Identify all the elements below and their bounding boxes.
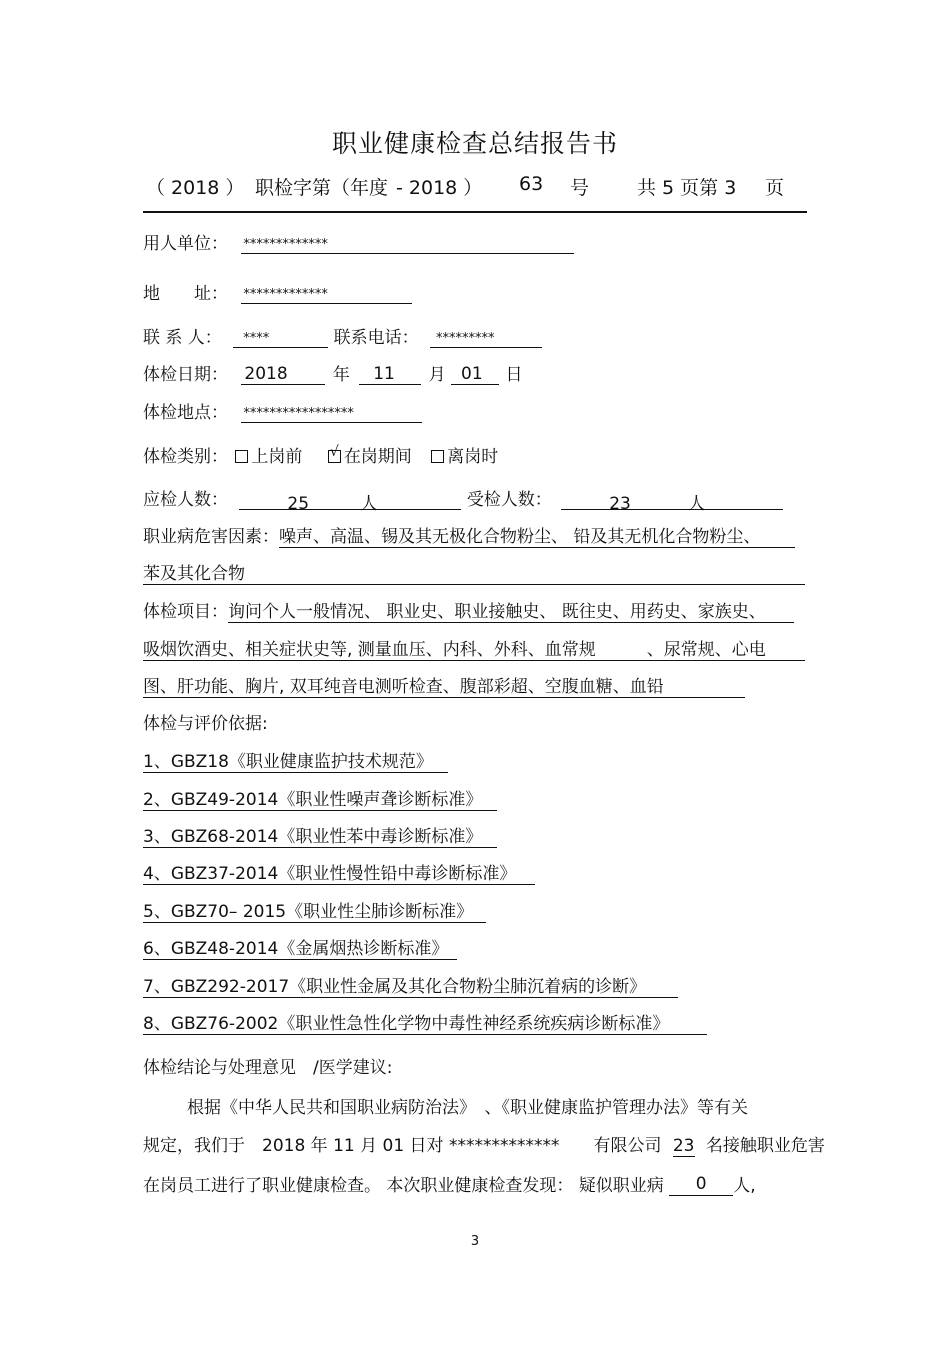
address-row — [143, 279, 412, 304]
examined-unit: 人 — [688, 494, 706, 514]
date-year: 2018 — [244, 364, 288, 384]
subtitle-year: （ 2018 ） — [146, 177, 245, 199]
suspected-count: 0 — [695, 1174, 707, 1194]
date-day-field — [451, 364, 499, 385]
subtitle-year2: - 2018 ） — [396, 177, 483, 199]
address-label: 地 址： — [143, 284, 228, 304]
standard-item: 2、GBZ49-2014《职业性噪声聋诊断标准》 — [143, 785, 497, 811]
counts-row — [143, 485, 783, 514]
items-line-1: 询问个人一般情况、 职业史、职业接触史、 既往史、用药史、家族史、 — [228, 597, 794, 623]
examined-value: 23 — [609, 494, 631, 514]
items-label: 体检项目： — [143, 602, 228, 622]
conclusion-paragraph-1: 根据《中华人民共和国职业病防治法》 、《职业健康监护管理办法》等有关 — [187, 1098, 748, 1118]
conclusion-p3-b: 人, — [733, 1176, 756, 1196]
subtitle-total-pages: 共 5 页第 3 — [637, 177, 737, 199]
standard-item: 1、GBZ18《职业健康监护技术规范》 — [143, 747, 448, 773]
standard-item: 8、GBZ76-2002《职业性急性化学物中毒性神经系统疾病诊断标准》 — [143, 1009, 707, 1035]
checkbox-post-job[interactable] — [431, 450, 444, 463]
expected-unit: 人 — [360, 494, 378, 514]
page-number: 3 — [470, 1234, 480, 1249]
place-value: ***************** — [243, 406, 354, 421]
conclusion-p2-a: 规定，我们于 2018 年 11 月 01 日对 ************* 有限公司 — [143, 1136, 662, 1156]
expected-field — [239, 489, 461, 514]
standard-item: 6、GBZ48-2014《金属烟热诊断标准》 — [143, 934, 457, 960]
date-day: 01 — [461, 364, 483, 384]
cat-post-job-label: 离岗时 — [447, 447, 499, 467]
employer-row — [143, 229, 574, 254]
items-line-3: 图、肝功能、胸片, 双耳纯音电测听检查、腹部彩超、空腹血糖、血铅 — [143, 672, 745, 698]
address-field — [241, 283, 412, 304]
place-row — [143, 398, 422, 423]
standard-item: 7、GBZ292-2017《职业性金属及其化合物粉尘肺沉着病的诊断》 — [143, 972, 678, 998]
suspected-count-field — [669, 1174, 733, 1196]
date-year-field — [241, 364, 325, 385]
conclusion-p3-a: 在岗员工进行了职业健康检查。 本次职业健康检查发现： 疑似职业病 — [143, 1176, 664, 1196]
date-month: 11 — [373, 364, 395, 384]
standard-item: 5、GBZ70– 2015《职业性尘肺诊断标准》 — [143, 897, 486, 923]
place-label: 体检地点： — [143, 403, 228, 423]
employer-label: 用人单位： — [143, 234, 228, 254]
subtitle-number: 63 — [519, 173, 544, 195]
standard-item: 4、GBZ37-2014《职业性慢性铅中毒诊断标准》 — [143, 859, 535, 885]
phone-value: ********* — [436, 331, 495, 346]
conclusion-label: 体检结论与处理意见 /医学建议: — [143, 1058, 393, 1078]
date-nian: 年 — [332, 365, 350, 385]
checkbox-on-job[interactable] — [328, 450, 341, 463]
items-line-2: 吸烟饮酒史、相关症状史等, 测量血压、内科、外科、血常规 、尿常规、心电 — [143, 635, 805, 661]
conclusion-p2-b: 名接触职业危害 — [705, 1136, 825, 1156]
hazard-line-1: 噪声、高温、锡及其无极化合物粉尘、 铅及其无机化合物粉尘、 — [279, 522, 795, 548]
contact-value: **** — [243, 331, 270, 346]
cat-pre-job-label: 上岗前 — [251, 447, 303, 467]
phone-field — [430, 327, 542, 348]
items-row-1 — [143, 597, 794, 623]
standard-item: 3、GBZ68-2014《职业性苯中毒诊断标准》 — [143, 822, 497, 848]
conclusion-paragraph-2 — [143, 1131, 825, 1156]
hazard-row-1 — [143, 522, 795, 548]
checkbox-pre-job[interactable] — [235, 450, 248, 463]
address-value: ************* — [243, 287, 328, 302]
category-row — [143, 442, 498, 467]
category-label: 体检类别： — [143, 447, 228, 467]
employer-value: ************* — [243, 237, 328, 252]
page-title: 职业健康检查总结报告书 — [331, 129, 618, 158]
expected-label: 应检人数： — [143, 490, 228, 510]
hazard-label: 职业病危害因素： — [143, 527, 279, 547]
conclusion-paragraph-3 — [143, 1171, 756, 1196]
conclusion-count: 23 — [672, 1136, 695, 1156]
phone-label: 联系电话： — [333, 328, 419, 348]
contact-row — [143, 323, 542, 348]
date-yue: 月 — [428, 365, 446, 385]
date-row — [143, 360, 522, 385]
examined-field — [561, 489, 783, 514]
place-field — [241, 402, 422, 423]
date-label: 体检日期： — [143, 365, 228, 385]
date-month-field — [359, 364, 421, 385]
header-rule — [143, 211, 807, 213]
basis-label: 体检与评价依据: — [143, 714, 268, 734]
contact-field — [233, 327, 328, 348]
hazard-line-2: 苯及其化合物 — [143, 559, 805, 585]
subtitle-hao: 号 — [570, 177, 590, 199]
cat-on-job-label: 在岗期间 — [343, 447, 412, 467]
subtitle-word: 职检字第（年度 — [255, 177, 389, 199]
date-ri: 日 — [505, 365, 523, 385]
subtitle-ye: 页 — [765, 177, 785, 199]
contact-label: 联 系 人： — [143, 328, 222, 348]
examined-label: 受检人数： — [466, 490, 552, 510]
employer-field — [241, 233, 574, 254]
expected-value: 25 — [287, 494, 310, 514]
